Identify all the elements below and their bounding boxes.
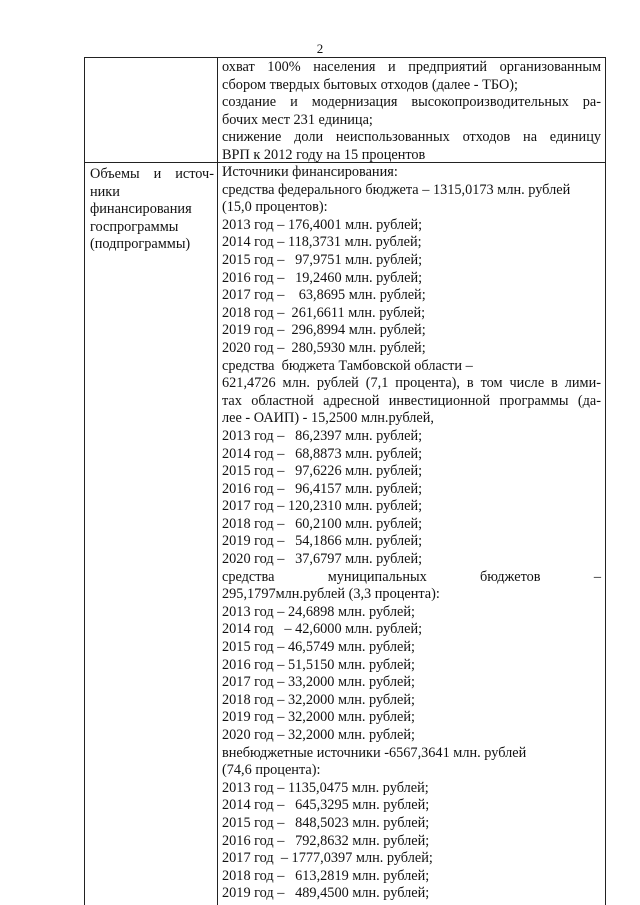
year-amount-line: 2014 год – 645,3295 млн. рублей; (222, 797, 430, 814)
text-line: 621,4726 млн. рублей (7,1 процента), в том числе в лими- (222, 375, 601, 392)
text-line: средства бюджета Тамбовской области – (222, 357, 473, 374)
year-amount-line: 2016 год – 96,4157 млн. рублей; (222, 480, 423, 497)
text-line: Источники финансирования: (222, 164, 398, 180)
column-divider (217, 58, 218, 905)
text-line: 295,1797млн.рублей (3,3 процента): (222, 586, 440, 603)
year-amount-line: 2017 год – 33,2000 млн. рублей; (222, 674, 415, 691)
text-line: снижение доли неиспользованных отходов на единицу (222, 129, 601, 146)
financing-sources-cell (222, 164, 601, 903)
year-amount-line: 2014 год – 118,3731 млн. рублей; (222, 234, 422, 251)
text-line: внебюджетные источники -6567,3641 млн. рублей (222, 744, 527, 761)
year-amount-line: 2019 год – 489,4500 млн. рублей; (222, 885, 430, 902)
text-line: средства муниципальных бюджетов – (222, 568, 601, 585)
label-line: финансирования (90, 201, 192, 218)
year-amount-line: 2015 год – 848,5023 млн. рублей; (222, 814, 430, 831)
text-line: сбором твердых бытовых отходов (далее - ТБО); (222, 76, 519, 93)
year-amount-line: 2016 год – 792,8632 млн. рублей; (222, 832, 430, 849)
year-amount-line: 2018 год – 60,2100 млн. рублей; (222, 515, 423, 532)
text-line: тах областной адресной инвестиционной программы (да- (222, 392, 601, 409)
year-amount-line: 2015 год – 46,5749 млн. рублей; (222, 639, 415, 656)
year-amount-line: 2019 год – 54,1866 млн. рублей; (222, 533, 423, 550)
year-amount-line: 2020 год – 280,5930 млн. рублей; (222, 339, 426, 356)
year-amount-line: 2018 год – 261,6611 млн. рублей; (222, 304, 426, 321)
year-amount-line: 2018 год – 613,2819 млн. рублей; (222, 867, 430, 884)
text-line: создание и модернизация высокопроизводительных ра- (222, 94, 601, 111)
text-line: средства федерального бюджета – 1315,0173 млн. рублей (222, 181, 571, 198)
year-amount-line: 2013 год – 1135,0475 млн. рублей; (222, 779, 429, 796)
year-amount-line: 2018 год – 32,2000 млн. рублей; (222, 691, 415, 708)
year-amount-line: 2015 год – 97,9751 млн. рублей; (222, 251, 423, 268)
year-amount-line: 2019 год – 32,2000 млн. рублей; (222, 709, 415, 726)
text-line: ВРП к 2012 году на 15 процентов (222, 146, 426, 163)
label-line: (подпрограммы) (90, 236, 191, 253)
financing-label-cell (90, 166, 214, 254)
year-amount-line: 2014 год – 42,6000 млн. рублей; (222, 621, 423, 638)
year-amount-line: 2017 год – 120,2310 млн. рублей; (222, 498, 423, 515)
year-amount-line: 2016 год – 51,5150 млн. рублей; (222, 656, 415, 673)
label-line: ники (90, 183, 120, 200)
expected-results-cell (222, 59, 601, 165)
text-line: охват 100% населения и предприятий организованным (222, 59, 601, 75)
year-amount-line: 2017 год – 63,8695 млн. рублей; (222, 287, 426, 304)
program-table (84, 57, 606, 905)
year-amount-line: 2017 год – 1777,0397 млн. рублей; (222, 850, 433, 867)
text-line: бочих мест 231 единица; (222, 111, 373, 128)
text-line: (74,6 процента): (222, 762, 321, 779)
label-line: Объемы и источ- (90, 166, 214, 182)
year-amount-line: 2013 год – 24,6898 млн. рублей; (222, 603, 415, 620)
text-line: лее - ОАИП) - 15,2500 млн.рублей, (222, 410, 434, 427)
year-amount-line: 2020 год – 32,2000 млн. рублей; (222, 727, 415, 743)
year-amount-line: 2013 год – 86,2397 млн. рублей; (222, 427, 423, 444)
year-amount-line: 2013 год – 176,4001 млн. рублей; (222, 216, 423, 233)
page-number: 2 (316, 41, 324, 56)
year-amount-line: 2014 год – 68,8873 млн. рублей; (222, 445, 423, 462)
text-line: (15,0 процентов): (222, 199, 328, 216)
year-amount-line: 2019 год – 296,8994 млн. рублей; (222, 322, 426, 339)
year-amount-line: 2020 год – 37,6797 млн. рублей; (222, 551, 423, 568)
label-line: госпрограммы (90, 218, 179, 235)
year-amount-line: 2015 год – 97,6226 млн. рублей; (222, 463, 423, 480)
year-amount-line: 2016 год – 19,2460 млн. рублей; (222, 269, 423, 286)
